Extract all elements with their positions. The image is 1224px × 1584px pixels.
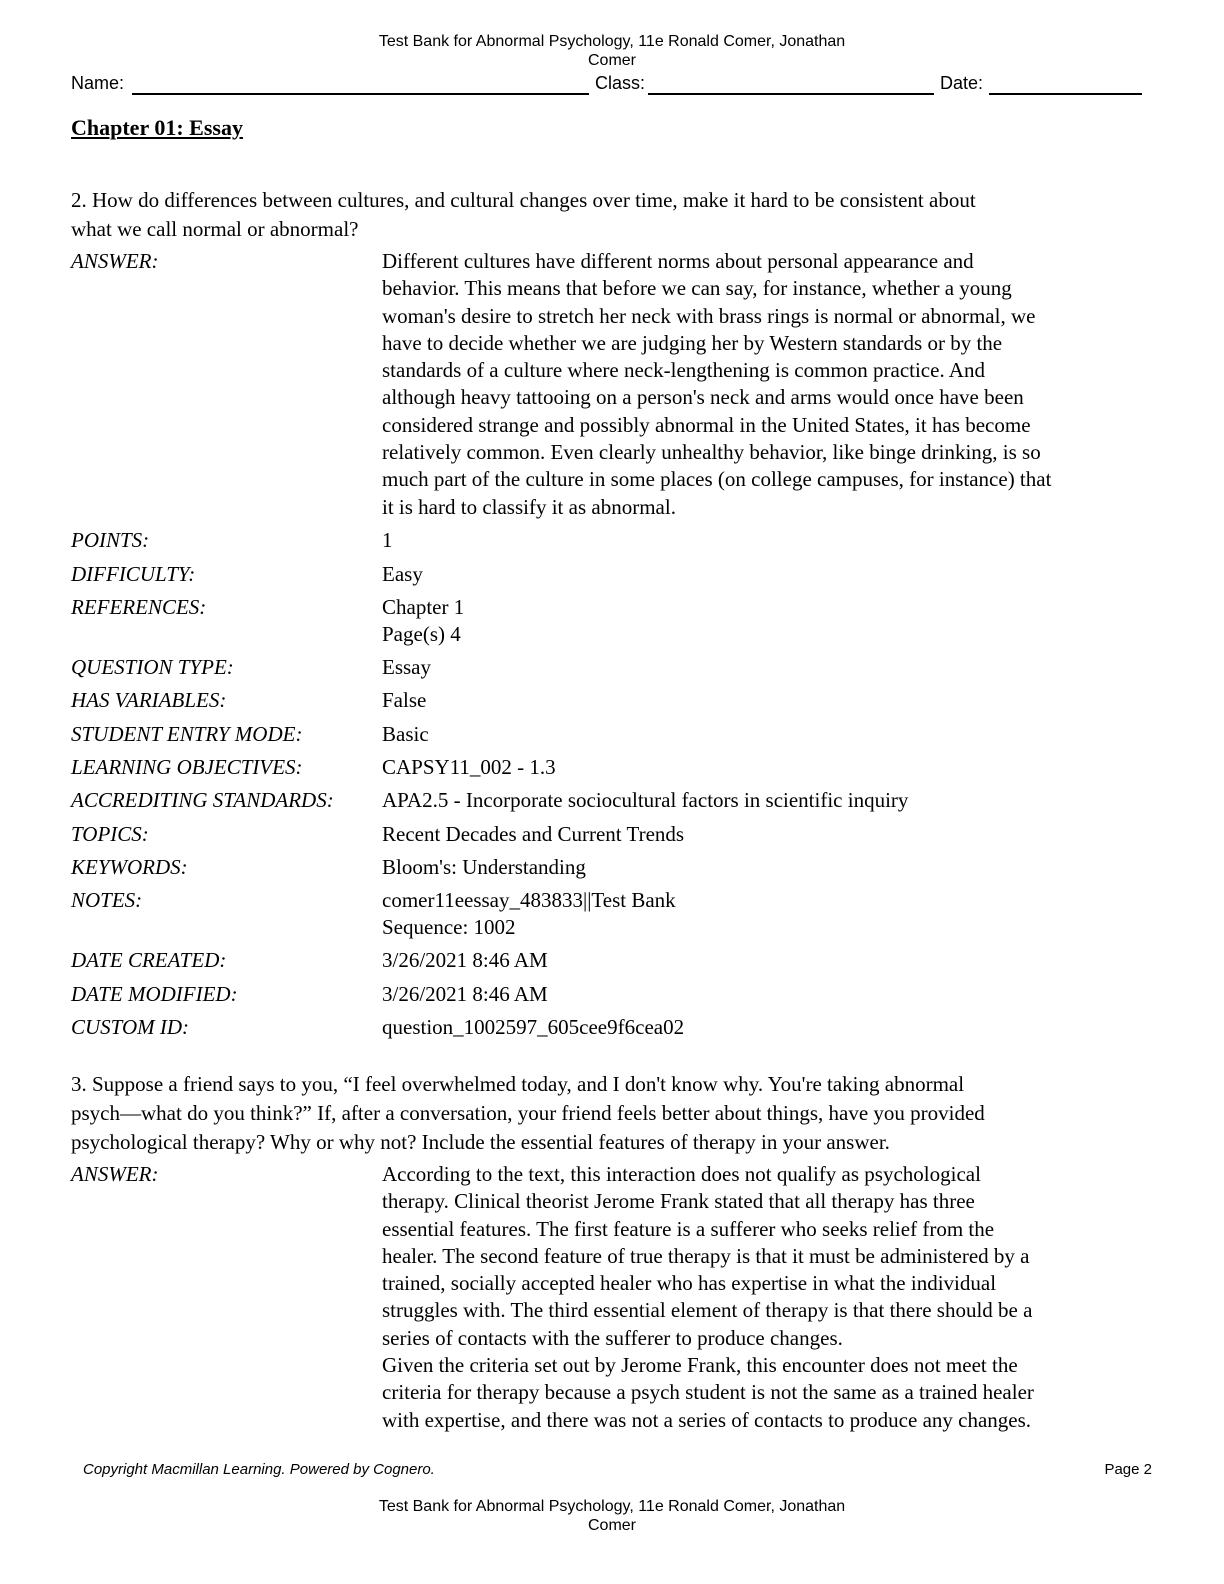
field-key: CUSTOM ID:: [71, 1015, 190, 1039]
field-key: ACCREDITING STANDARDS:: [71, 788, 334, 812]
field-value: [382, 981, 1146, 1008]
value-line: CAPSY11_002 - 1.3: [382, 755, 556, 779]
value-line: Sequence: 1002: [382, 915, 516, 940]
document-header: [0, 32, 1224, 70]
answer-line: Given the criteria set out by Jerome Frank, this encounter does not meet the: [382, 1353, 1018, 1378]
answer-line: series of contacts with the sufferer to produce changes.: [382, 1325, 843, 1350]
answer-line: According to the text, this interaction does not qualify as psychological: [382, 1162, 981, 1186]
value-line: question_1002597_605cee9f6cea02: [382, 1015, 685, 1039]
question-text: [71, 1070, 1146, 1157]
header-line-2: Comer: [587, 1517, 636, 1534]
question-line: 3. Suppose a friend says to you, “I feel overwhelmed today, and I don't know why. You're taking abnormal: [71, 1072, 965, 1096]
field-key: NOTES:: [71, 888, 143, 912]
date-blank[interactable]: [989, 93, 1142, 95]
field-key: DATE CREATED:: [71, 948, 227, 972]
answer-line: therapy. Clinical theorist Jerome Frank stated that all therapy has three: [382, 1189, 975, 1214]
field-key: LEARNING OBJECTIVES:: [71, 755, 303, 779]
value-line: Essay: [382, 655, 431, 679]
student-info-row: [71, 73, 1142, 97]
value-line: Bloom's: Understanding: [382, 855, 586, 879]
date-label: Date:: [940, 73, 984, 93]
answer-line: criteria for therapy because a psych student is not the same as a trained healer: [382, 1380, 1034, 1405]
field-key: ANSWER:: [71, 1162, 159, 1186]
answer-line: healer. The second feature of true therapy is that it must be administered by a: [382, 1243, 1030, 1268]
field-value: [382, 687, 1146, 714]
question-text: [71, 186, 1146, 244]
value-line: 3/26/2021 8:46 AM: [382, 948, 548, 972]
value-line: 1: [382, 528, 393, 552]
name-blank[interactable]: [132, 93, 589, 95]
answer-line: with expertise, and there was not a series of contacts to produce any changes.: [382, 1407, 1032, 1432]
field-key: REFERENCES:: [71, 595, 207, 619]
chapter-title: Chapter 01: Essay: [71, 115, 243, 140]
value-line: False: [382, 688, 427, 712]
field-value: [382, 887, 1146, 942]
question-line: what we call normal or abnormal?: [71, 217, 359, 241]
answer-line: much part of the culture in some places (on college campuses, for instance) that: [382, 467, 1052, 492]
field-value: [382, 561, 1146, 588]
value-line: Recent Decades and Current Trends: [382, 822, 685, 846]
answer-line: behavior. This means that before we can say, for instance, whether a young: [382, 276, 1012, 301]
field-key: KEYWORDS:: [71, 855, 188, 879]
field-key: STUDENT ENTRY MODE:: [71, 722, 303, 746]
header-line-1: Test Bank for Abnormal Psychology, 11e Ronald Comer, Jonathan: [378, 33, 846, 50]
field-value: [382, 654, 1146, 681]
header-line-1: Test Bank for Abnormal Psychology, 11e Ronald Comer, Jonathan: [378, 1498, 846, 1515]
answer-line: essential features. The first feature is a sufferer who seeks relief from the: [382, 1216, 995, 1241]
value-line: 3/26/2021 8:46 AM: [382, 982, 548, 1006]
copyright-notice: Copyright Macmillan Learning. Powered by Cognero.: [83, 1461, 435, 1478]
field-value: [382, 527, 1146, 554]
answer-text: [382, 248, 1146, 521]
class-blank[interactable]: [648, 93, 934, 95]
answer-line: woman's desire to stretch her neck with brass rings is normal or abnormal, we: [382, 303, 1036, 328]
value-line: Page(s) 4: [382, 622, 461, 647]
question-line: psych—what do you think?” If, after a conversation, your friend feels better about things, have you provided: [71, 1101, 985, 1125]
name-label: Name:: [71, 73, 125, 93]
field-key: QUESTION TYPE:: [71, 655, 234, 679]
value-line: Basic: [382, 722, 429, 746]
field-key: POINTS:: [71, 528, 150, 552]
question-line: psychological therapy? Why or why not? Include the essential features of therapy in your answer.: [71, 1130, 890, 1154]
field-key: ANSWER:: [71, 249, 159, 273]
field-value: [382, 947, 1146, 974]
answer-line: relatively common. Even clearly unhealthy behavior, like binge drinking, is so: [382, 440, 1041, 465]
value-line: Chapter 1: [382, 595, 465, 619]
answer-line: trained, socially accepted healer who has expertise in what the individual: [382, 1271, 997, 1296]
question-line: 2. How do differences between cultures, and cultural changes over time, make it hard to be consistent about: [71, 188, 976, 212]
answer-line: have to decide whether we are judging her by Western standards or by the: [382, 330, 1003, 355]
field-value: [382, 787, 1146, 814]
field-key: TOPICS:: [71, 822, 149, 846]
field-value: [382, 821, 1146, 848]
field-value: [382, 1014, 1146, 1041]
page-number: Page 2: [1104, 1461, 1152, 1478]
answer-line: considered strange and possibly abnormal in the United States, it has become: [382, 412, 1031, 437]
value-line: APA2.5 - Incorporate sociocultural factors in scientific inquiry: [382, 788, 909, 812]
answer-line: it is hard to classify it as abnormal.: [382, 494, 676, 519]
value-line: comer11eessay_483833||Test Bank: [382, 888, 676, 912]
answer-line: standards of a culture where neck-lengthening is common practice. And: [382, 358, 985, 383]
field-key: DATE MODIFIED:: [71, 982, 238, 1006]
answer-line: although heavy tattooing on a person's neck and arms would once have been: [382, 385, 1024, 410]
value-line: Easy: [382, 562, 423, 586]
answer-line: struggles with. The third essential element of therapy is that there should be a: [382, 1298, 1033, 1323]
field-key: HAS VARIABLES:: [71, 688, 227, 712]
field-value: [382, 721, 1146, 748]
class-label: Class:: [595, 73, 646, 93]
document-footer-header: [0, 1497, 1224, 1535]
field-key: DIFFICULTY:: [71, 562, 196, 586]
answer-line: Different cultures have different norms about personal appearance and: [382, 249, 974, 273]
header-line-2: Comer: [587, 52, 636, 69]
field-value: [382, 854, 1146, 881]
answer-text: [382, 1161, 1146, 1434]
field-value: [382, 594, 1146, 649]
field-value: [382, 754, 1146, 781]
